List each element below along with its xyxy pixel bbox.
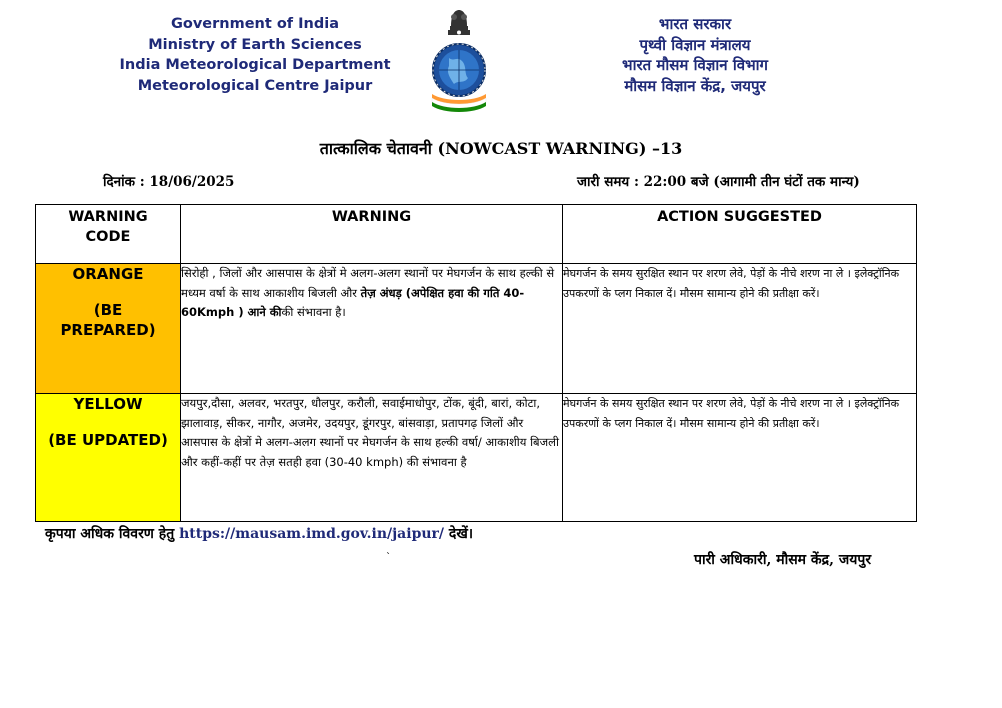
header-warning: WARNING: [181, 205, 563, 264]
footer-suffix: देखें।: [444, 526, 474, 542]
lion-capital-icon: [448, 10, 470, 35]
issue-date: दिनांक : 18/06/2025: [103, 174, 235, 190]
imd-jaipur-link[interactable]: https://mausam.imd.gov.in/jaipur/: [179, 526, 445, 542]
issue-time: जारी समय : 22:00 बजे (आगामी तीन घंटों तक मान्य): [577, 174, 860, 190]
orange-code-cell: [36, 264, 181, 394]
warning-table: [35, 204, 917, 522]
table-row-orange: [36, 264, 917, 394]
header-code-line-2: CODE: [85, 229, 131, 245]
yellow-code-label: YELLOW: [73, 395, 143, 413]
header-action: ACTION SUGGESTED: [563, 205, 917, 264]
orange-warning-bold: तेज़ अंधड़ (अपेक्षित हवा की गति 40-60Kmph ) आने की: [181, 285, 525, 319]
header-en-line-4: Meteorological Centre Jaipur: [137, 77, 373, 94]
yellow-code-sub: (BE UPDATED): [48, 431, 168, 449]
yellow-warning-text: जयपुर,दौसा, अलवर, भरतपुर, धौलपुर, करौली, सवाईमाधोपुर, टोंक, बूंदी, बारां, कोटा, झालावाड़, सीकर, नागौर, अजमेर, उदयपुर, डूंगरपुर, बांसवाड़ा, प्रतापगढ़ जिलों और आसपास के क्षेत्रों मे अलग-अलग स्थानों पर मेघगर्जन के साथ हल्की वर्षा/ आकाशीय बिजली और कहीं-कहीं पर तेज़ सतही हवा (30-40 kmph) की संभावना है: [181, 394, 563, 522]
signature: पारी अधिकारी, मौसम केंद्र, जयपुर: [694, 552, 872, 568]
document-title: तात्कालिक चेतावनी (NOWCAST WARNING) –13: [319, 139, 683, 158]
table-header-row: [36, 205, 917, 264]
header-warning-code: [36, 205, 181, 264]
orange-warning-text: [181, 264, 563, 394]
orange-warning-part1: सिरोही , जिलों और आसपास के क्षेत्रों मे अलग-अलग स्थानों पर मेघगर्जन के साथ हल्की से मध्यम वर्षा के साथ आकाशीय बिजली और: [181, 266, 555, 300]
globe-icon: [433, 44, 485, 96]
yellow-code-cell: [36, 394, 181, 522]
header-en-line-1: Government of India: [170, 16, 340, 32]
table-row-yellow: [36, 394, 917, 522]
orange-code-sub2: PREPARED): [60, 321, 156, 339]
header-hi-line-3: भारत मौसम विज्ञान विभाग: [622, 56, 768, 74]
header-en-line-2: Ministry of Earth Sciences: [148, 36, 362, 53]
header-en-line-3: India Meteorological Department: [119, 57, 391, 73]
header-hi-line-4: मौसम विज्ञान केंद्र, जयपुर: [624, 76, 766, 95]
yellow-action-text: मेघगर्जन के समय सुरक्षित स्थान पर शरण लेवे, पेड़ों के नीचे शरण ना ले । इलेक्ट्रॉनिक उपकरणों के प्लग निकाल दें। मौसम सामान्य होने की प्रतीक्षा करें।: [563, 394, 917, 522]
orange-action-text: मेघगर्जन के समय सुरक्षित स्थान पर शरण लेवे, पेड़ों के नीचे शरण ना ले । इलेक्ट्रॉनिक उपकरणों के प्लग निकाल दें। मौसम सामान्य होने की प्रतीक्षा करें।: [563, 264, 917, 394]
footer-prefix: कृपया अधिक विवरण हेतु: [45, 526, 180, 542]
header-hindi: [560, 14, 830, 96]
header-hi-line-1: भारत सरकार: [658, 15, 732, 33]
orange-warning-part2: की संभावना है।: [281, 305, 346, 319]
header-code-line-1: WARNING: [68, 209, 148, 225]
orange-code-label: ORANGE: [72, 265, 144, 283]
header-hi-line-2: पृथ्वी विज्ञान मंत्रालय: [639, 35, 751, 54]
imd-emblem-logo: [424, 6, 494, 114]
footer-details: [45, 524, 473, 543]
stray-mark: `: [386, 552, 391, 563]
header-english: [110, 14, 400, 96]
orange-code-sub: (BE: [93, 301, 123, 319]
